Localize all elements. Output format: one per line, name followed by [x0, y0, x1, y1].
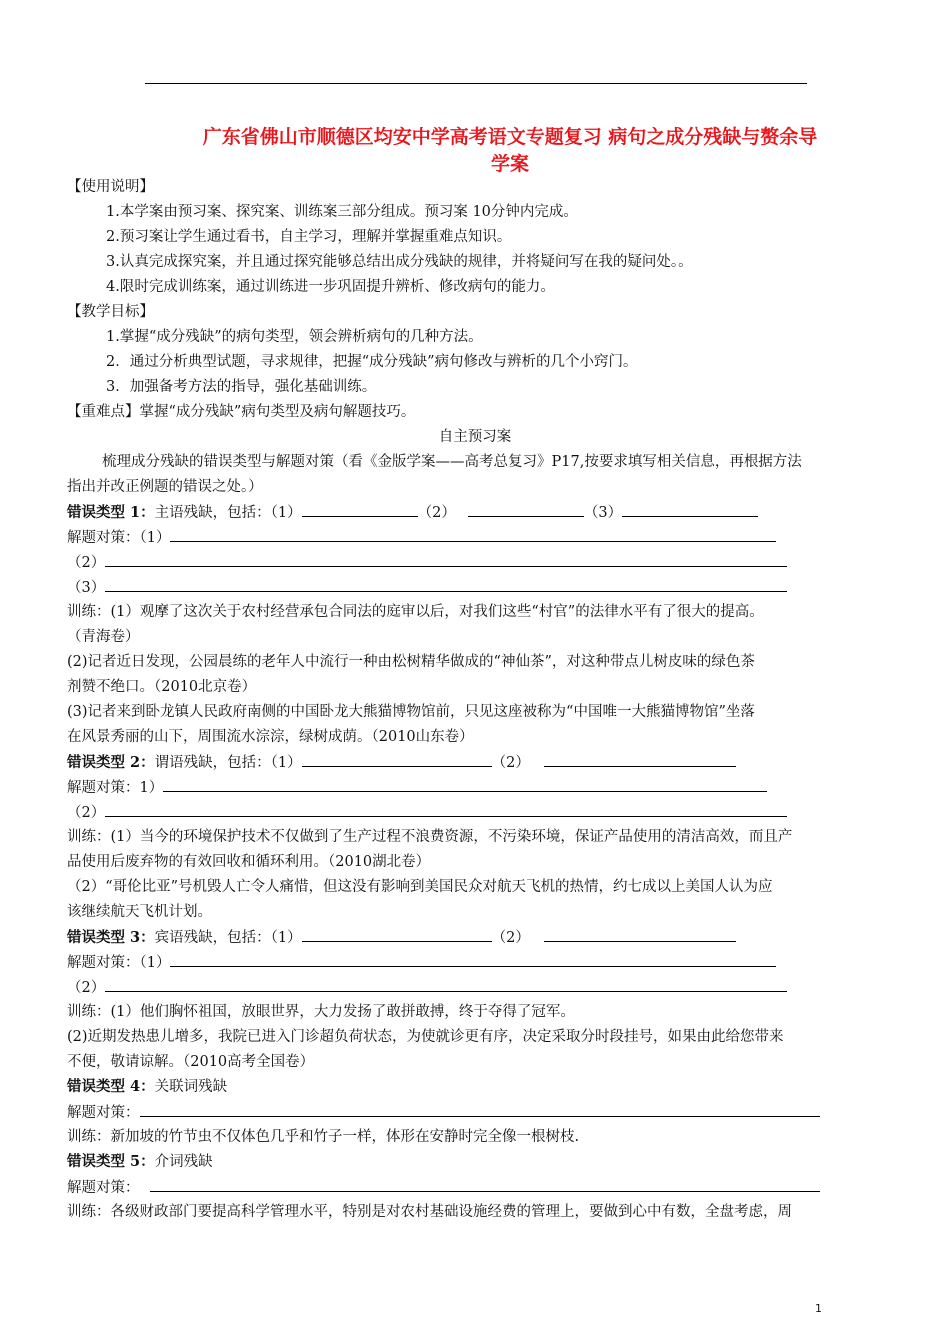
error-type-4	[67, 1077, 227, 1097]
error-type-name: 介词残缺	[154, 1154, 213, 1170]
training-sentence: 该继续航天飞机计划。	[67, 904, 212, 920]
strategy-label: 解题对策：	[67, 1180, 140, 1196]
error-type-3	[67, 927, 736, 948]
intro-line-2: 指出并改正例题的错误之处。）	[67, 479, 263, 495]
error-type-5	[67, 1152, 213, 1172]
usage-heading: 【使用说明】	[67, 179, 154, 195]
strategy-label: 解题对策：1）	[67, 780, 164, 796]
training-sentence: 训练：(1）他们胸怀祖国，放眼世界，大力发扬了敢拼敢搏，终于夺得了冠军。	[67, 1004, 575, 1020]
strategy-row	[67, 527, 776, 548]
key-points: 【重难点】掌握“成分残缺”病句类型及病句解题技巧。	[67, 404, 416, 420]
usage-item: 3.认真完成探究案，并且通过探究能够总结出成分残缺的规律，并将疑问写在我的疑问处。。	[106, 254, 693, 270]
item-number: （2）	[491, 930, 530, 946]
training-sentence: 训练：(1）观摩了这次关于农村经营承包合同法的庭审以后，对我们这些“村官”的法律水平有了很大的提高。	[67, 604, 764, 620]
error-type-name: 谓语残缺，	[154, 755, 228, 771]
answer-blank[interactable]	[302, 752, 492, 767]
answer-blank[interactable]	[302, 927, 492, 942]
training-sentence: 训练：(1）当今的环境保护技术不仅做到了生产过程不浪费资源，不污染环境，保证产品使用的清洁高效，而且产	[67, 829, 793, 845]
usage-item: 2.预习案让学生通过看书，自主学习，理解并掌握重难点知识。	[106, 229, 512, 245]
error-type-2	[67, 752, 736, 773]
intro-line-1: 梳理成分残缺的错误类型与解题对策（看《金版学案——高考总复习》P17,按要求填写相关信息，再根据方法	[102, 454, 802, 470]
answer-blank[interactable]	[150, 1177, 820, 1192]
strategy-row	[67, 977, 787, 998]
error-type-label: 错误类型 1：	[67, 504, 155, 521]
training-sentence: 训练：新加坡的竹节虫不仅体色几乎和竹子一样，体形在安静时完全像一根树枝.	[67, 1129, 580, 1145]
strategy-label: 解题对策：	[67, 530, 140, 546]
training-sentence: 不便，敬请谅解。（2010高考全国卷）	[67, 1054, 315, 1070]
training-sentence: 训练：各级财政部门要提高科学管理水平，特别是对农村基础设施经费的管理上，要做到心中有数，全盘考虑，周	[67, 1204, 792, 1220]
answer-blank[interactable]	[105, 552, 787, 567]
page-number: 1	[815, 1302, 822, 1315]
usage-item: 1.本学案由预习案、探究案、训练案三部分组成。预习案 10分钟内完成。	[106, 204, 578, 220]
strategy-row	[67, 577, 787, 598]
goal-item: 1.掌握“成分残缺”的病句类型，领会辨析病句的几种方法。	[106, 329, 483, 345]
answer-blank[interactable]	[105, 977, 787, 992]
error-type-name: 关联词残缺	[154, 1079, 228, 1095]
answer-blank[interactable]	[105, 802, 787, 817]
goal-item: 3．加强备考方法的指导，强化基础训练。	[106, 379, 377, 395]
answer-blank[interactable]	[105, 577, 787, 592]
strategy-row	[67, 952, 776, 973]
section-title: 自主预习案	[438, 429, 512, 445]
strategy-row	[67, 777, 767, 798]
item-number: （1）	[270, 755, 302, 771]
training-sentence: 在风景秀丽的山下，周围流水淙淙，绿树成荫。（2010山东卷）	[67, 729, 474, 745]
training-sentence: 剂赞不绝口。（2010北京卷）	[67, 679, 257, 695]
item-number: （1）	[139, 955, 171, 971]
error-type-1	[67, 502, 758, 523]
item-number: （3）	[67, 580, 106, 596]
answer-blank[interactable]	[170, 527, 776, 542]
item-number: （3）	[583, 505, 623, 521]
training-sentence: （青海卷）	[67, 629, 140, 645]
error-type-label: 错误类型 3：	[67, 929, 155, 946]
strategy-row	[67, 1102, 820, 1123]
error-type-label: 错误类型 4：	[67, 1078, 155, 1095]
include-label: 包括：	[227, 505, 271, 521]
strategy-label: 解题对策：	[67, 955, 140, 971]
answer-blank[interactable]	[140, 1102, 820, 1117]
training-sentence: (2)记者近日发现，公园晨练的老年人中流行一种由松树精华做成的“神仙茶”，对这种带点儿树皮味的绿色茶	[67, 654, 755, 670]
training-sentence: 品使用后废弃物的有效回收和循环利用。（2010湖北卷）	[67, 854, 431, 870]
answer-blank[interactable]	[544, 927, 736, 942]
goals-heading: 【教学目标】	[67, 304, 154, 320]
title-line-2: 学案	[490, 153, 529, 175]
answer-blank[interactable]	[302, 502, 418, 517]
item-number: （1）	[139, 530, 171, 546]
answer-blank[interactable]	[468, 502, 584, 517]
item-number: （2）	[67, 980, 106, 996]
item-number: （1）	[270, 505, 302, 521]
answer-blank[interactable]	[622, 502, 758, 517]
item-number: （1）	[270, 930, 302, 946]
header-rule	[145, 83, 807, 84]
error-type-name: 宾语残缺，	[154, 930, 228, 946]
item-number: （2）	[67, 555, 106, 571]
answer-blank[interactable]	[170, 952, 776, 967]
answer-blank[interactable]	[163, 777, 767, 792]
error-type-name: 主语残缺，	[154, 505, 228, 521]
usage-item: 4.限时完成训练案，通过训练进一步巩固提升辨析、修改病句的能力。	[106, 279, 555, 295]
item-number: （2）	[67, 805, 106, 821]
strategy-label: 解题对策：	[67, 1105, 140, 1121]
strategy-row	[67, 802, 787, 823]
training-sentence: (3)记者来到卧龙镇人民政府南侧的中国卧龙大熊猫博物馆前，只见这座被称为“中国唯一大熊猫博物馆”坐落	[67, 704, 755, 720]
error-type-label: 错误类型 5：	[67, 1153, 155, 1170]
item-number: （2）	[491, 755, 530, 771]
strategy-row	[67, 1177, 820, 1198]
document-title	[110, 124, 910, 178]
error-type-label: 错误类型 2：	[67, 754, 155, 771]
title-line-1: 广东省佛山市顺德区均安中学高考语文专题复习 病句之成分残缺与赘余导	[202, 126, 818, 148]
training-sentence: （2）“哥伦比亚”号机毁人亡令人痛惜，但这没有影响到美国民众对航天飞机的热情，约七成以上美国人认为应	[67, 879, 773, 895]
include-label: 包括：	[227, 755, 271, 771]
strategy-row	[67, 552, 787, 573]
training-sentence: (2)近期发热患儿增多，我院已进入门诊超负荷状态，为使就诊更有序，决定采取分时段挂号，如果由此给您带来	[67, 1029, 784, 1045]
include-label: 包括：	[227, 930, 271, 946]
item-number: （2）	[417, 505, 456, 521]
goal-item: 2．通过分析典型试题，寻求规律，把握“成分残缺”病句修改与辨析的几个小窍门。	[106, 354, 638, 370]
answer-blank[interactable]	[544, 752, 736, 767]
